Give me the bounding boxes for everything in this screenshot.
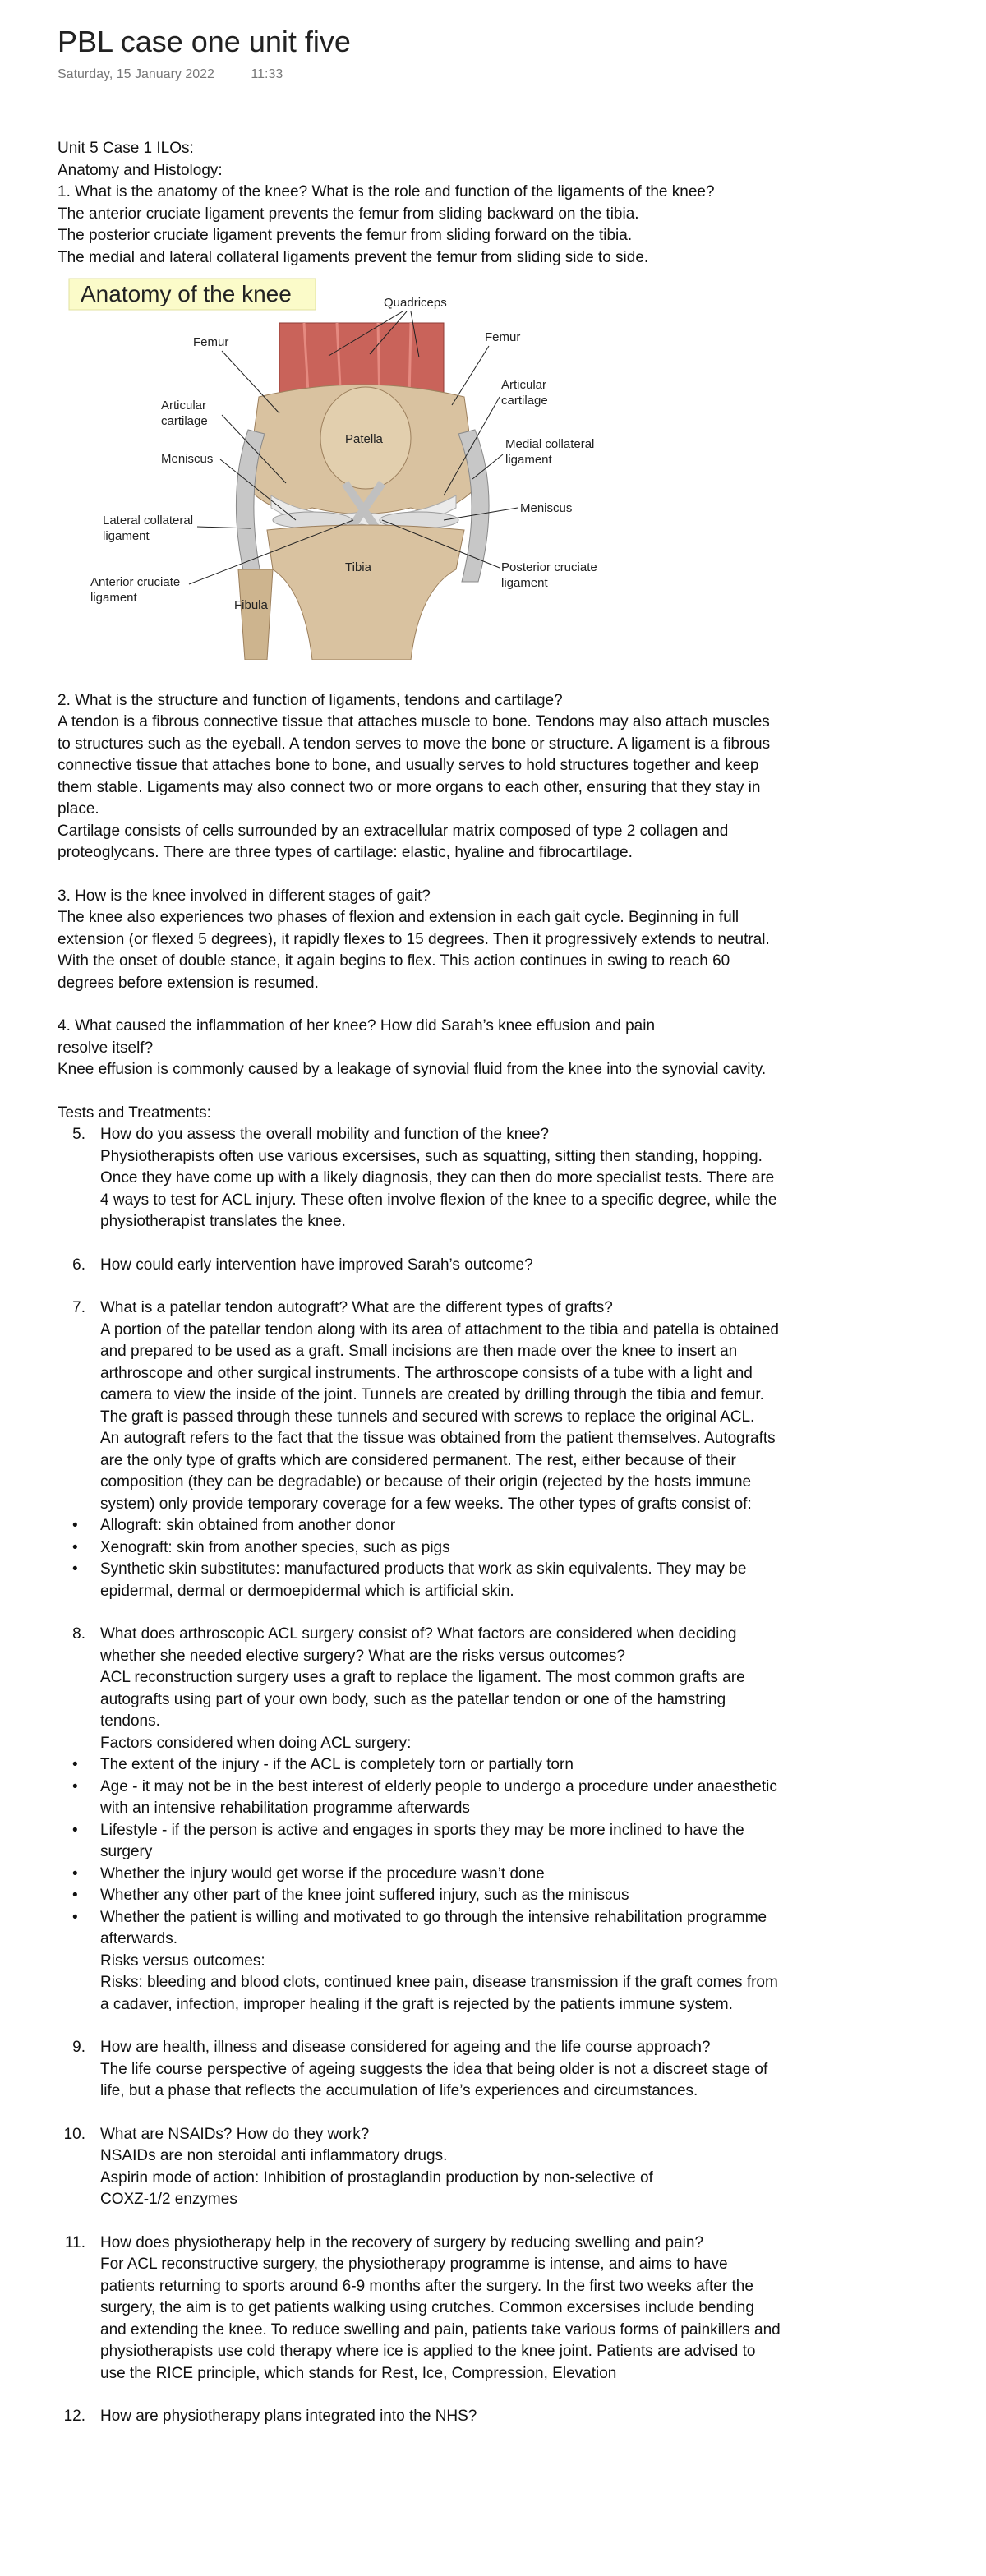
answer-7: A portion of the patellar tendon along with its area of attachment to the tibia and patella is obtained and prepared to be used as a graft. Small incisions are then made over the knee to insert an arthroscope and other surgical instruments. The arthroscope consists of a tube with a light and camera to view the inside of the joint. Tunnels are created by drilling through the tibia and femur. The graft is passed through these tunnels and secured with screws to replace the original ACL. — [100, 1320, 779, 1426]
label-meniscus-right: Meniscus — [520, 501, 573, 515]
graft-types-list — [58, 1515, 781, 1602]
list-item-q11: 11. How does physiotherapy help in the recovery of surgery by reducing swelling and pain? For ACL reconstructive surgery, the physiotherapy programme is intense, and aims to have patients returning to sports around 6-9 months after the surgery. In the first two weeks after the surgery, the aim is to get patients walking using crutches. Common excersises include bending and extending the knee. To reduce swelling and pain, patients take various forms of painkillers and physiotherapists use cold therapy where ice is applied to the knee joint. Patients are advised to use the RICE principle, which stands for Rest, Ice, Compression, Elevation — [58, 2233, 781, 2407]
label-anterior-cruciate-2: ligament — [90, 591, 137, 605]
label-lateral-collateral-1: Lateral collateral — [103, 514, 194, 528]
label-fibula: Fibula — [234, 598, 268, 612]
label-quadriceps: Quadriceps — [384, 296, 447, 310]
list-item: • Whether the injury would get worse if the procedure wasn’t done — [58, 1864, 781, 1886]
label-lateral-collateral-2: ligament — [103, 529, 150, 543]
list-item: • Lifestyle - if the person is active and engages in sports they may be more inclined to have the surgery — [58, 1820, 781, 1864]
question-3: 3. How is the knee involved in different stages of gait? — [58, 887, 431, 905]
answer-1-line-2: The posterior cruciate ligament prevents the femur from sliding forward on the tibia. — [58, 227, 633, 244]
list-item: • Age - it may not be in the best interest of elderly people to undergo a procedure under anaesthetic with an intensive rehabilitation programme afterwards — [58, 1776, 781, 1820]
answer-2: A tendon is a fibrous connective tissue that attaches muscle to bone. Tendons may also attach muscles to structures such as the eyeball. A tendon serves to move the bone or structure. A ligament is a fibrous connective tissue that attaches bone to bone, and usually serves to hold structures together and keep them stable. Ligaments may also connect two or more organs to each other, ensuring that they stay in place. — [58, 713, 771, 818]
label-meniscus-left: Meniscus — [161, 452, 214, 466]
list-item-q6: 6. How could early intervention have improved Sarah’s outcome? — [58, 1255, 781, 1298]
page-title: PBL case one unit five — [58, 25, 351, 58]
list-item: • Xenograft: skin from another species, such as pigs — [58, 1537, 781, 1560]
list-item: • Allograft: skin obtained from another donor — [58, 1515, 781, 1537]
risks-heading: Risks versus outcomes: — [100, 1952, 265, 1970]
question-1: 1. What is the anatomy of the knee? What is the role and function of the ligaments of the knee? — [58, 183, 715, 200]
list-item-q9: 9. How are health, illness and disease considered for ageing and the life course approach? The life course perspective of ageing suggests the idea that being older is not a discreet stage of life, but a phase that reflects the accumulation of life’s experiences and circumstances. — [58, 2037, 781, 2124]
factors-heading: Factors considered when doing ACL surgery: — [100, 1734, 412, 1752]
answer-1-line-1: The anterior cruciate ligament prevents the femur from sliding backward on the tibia. — [58, 205, 639, 223]
diagram-title: Anatomy of the knee — [81, 281, 292, 306]
answer-3: The knee also experiences two phases of flexion and extension in each gait cycle. Beginning in full extension (or flexed 5 degrees), it rapidly flexes to 15 degrees. Then it progressively extends to neutral. With the onset of double stance, it again begins to flex. This action continues in swing to reach 60 degrees before extension is resumed. — [58, 909, 770, 992]
label-posterior-cruciate-2: ligament — [501, 576, 548, 590]
answer-8: ACL reconstruction surgery uses a graft to replace the ligament. The most common grafts are autografts using part of your own body, such as the patellar tendon or one of the hamstring tendons. — [100, 1669, 745, 1730]
page-meta — [58, 67, 316, 82]
acl-factors-list — [58, 1754, 781, 1951]
answer-7-autograft: An autograft refers to the fact that the tissue was obtained from the patient themselves. Autografts are the only type of grafts which are considered permanent. The rest, either because of their composition (they can be degradable) or because of their origin (rejected by the hosts immune system) only provide temporary coverage for a few weeks. The other types of grafts consist of: — [100, 1430, 776, 1513]
label-patella: Patella — [345, 432, 383, 446]
label-anterior-cruciate-1: Anterior cruciate — [90, 575, 181, 589]
list-item-q5: 5. How do you assess the overall mobility and function of the knee? Physiotherapists often use various excersises, such as squatting, sitting then standing, hopping. Once they have come up with a likely diagnosis, they can then do more specialist tests. There are 4 ways to test for ACL injury. These often involve flexion of the knee to a specific degree, while the physiotherapist translates the knee. — [58, 1124, 781, 1255]
label-articular-left-2: cartilage — [161, 414, 208, 428]
tests-list — [58, 1124, 781, 1515]
label-tibia: Tibia — [345, 560, 371, 574]
question-4-line-1: 4. What caused the inflammation of her knee? How did Sarah’s knee effusion and pain — [58, 1017, 656, 1035]
answer-11: For ACL reconstructive surgery, the physiotherapy programme is intense, and aims to have patients returning to sports around 6-9 months after the surgery. In the first two weeks after the surgery, the aim is to get patients walking using crutches. Common excersises include bending and extending the knee. To reduce swelling and pain, patients take various forms of painkillers and physiotherapists use cold therapy where ice is applied to the knee joint. Patients are advised to use the RICE principle, which stands for Rest, Ice, Compression, Elevation — [100, 2256, 781, 2382]
list-item-q8-risks — [58, 1951, 781, 2038]
question-11: How does physiotherapy help in the recovery of surgery by reducing swelling and pain? — [100, 2233, 704, 2251]
question-9: How are health, illness and disease considered for ageing and the life course approach? — [100, 2039, 711, 2056]
ilo-subheading: Anatomy and Histology: — [58, 161, 223, 179]
knee-anatomy-diagram — [58, 274, 633, 660]
label-articular-right-2: cartilage — [501, 394, 548, 408]
tests-list-risks — [58, 1951, 781, 2428]
answer-2-cartilage: Cartilage consists of cells surrounded by an extracellular matrix composed of type 2 collagen and proteoglycans. There are three types of cartilage: elastic, hyaline and fibrocartilage. — [58, 822, 729, 861]
list-item-q10: 10. What are NSAIDs? How do they work? NSAIDs are non steroidal anti inflammatory drugs. Aspirin mode of action: Inhibition of prostaglandin production by non-selective of COXZ-1/2 enzymes — [58, 2124, 781, 2233]
answer-1-line-3: The medial and lateral collateral ligaments prevent the femur from sliding side to side. — [58, 248, 649, 266]
question-12: How are physiotherapy plans integrated into the NHS? — [100, 2408, 477, 2425]
answer-4: Knee effusion is commonly caused by a leakage of synovial fluid from the knee into the synovial cavity. — [58, 1061, 767, 1078]
answer-10-line-2: Aspirin mode of action: Inhibition of prostaglandin production by non-selective of — [100, 2168, 653, 2187]
label-femur-right: Femur — [485, 330, 521, 344]
list-item: • Whether the patient is willing and motivated to go through the intensive rehabilitation programme afterwards. — [58, 1907, 781, 1951]
answer-5: Physiotherapists often use various excersises, such as squatting, sitting then standing, hopping. Once they have come up with a likely diagnosis, they can then do more specialist tests. There are 4 ways to test for ACL injury. These often involve flexion of the knee to a specific degree, while the physiotherapist translates the knee. — [100, 1147, 777, 1230]
label-articular-right-1: Articular — [501, 378, 547, 392]
question-2: 2. What is the structure and function of ligaments, tendons and cartilage? — [58, 691, 563, 709]
label-posterior-cruciate-1: Posterior cruciate — [501, 560, 597, 574]
list-item-q12: 12. How are physiotherapy plans integrated into the NHS? — [58, 2406, 781, 2428]
list-item: • The extent of the injury - if the ACL is completely torn or partially torn — [58, 1754, 781, 1776]
question-10: What are NSAIDs? How do they work? — [100, 2125, 370, 2143]
question-7: What is a patellar tendon autograft? What are the different types of grafts? — [100, 1299, 613, 1316]
tests-heading: Tests and Treatments: — [58, 1104, 211, 1122]
list-item: • Whether any other part of the knee joint suffered injury, such as the miniscus — [58, 1885, 781, 1907]
question-5: How do you assess the overall mobility and function of the knee? — [100, 1126, 550, 1143]
tests-list-continued — [58, 1624, 781, 1754]
label-femur-left: Femur — [193, 335, 229, 349]
question-4-line-2: resolve itself? — [58, 1039, 154, 1057]
answer-9: The life course perspective of ageing suggests the idea that being older is not a discreet stage of life, but a phase that reflects the accumulation of life’s experiences and circumstances. — [100, 2060, 768, 2099]
label-medial-collateral-2: ligament — [505, 453, 552, 467]
answer-10-line-1: NSAIDs are non steroidal anti inflammatory drugs. — [100, 2147, 448, 2164]
question-6: How could early intervention have improved Sarah’s outcome? — [100, 1256, 533, 1274]
label-medial-collateral-1: Medial collateral — [505, 437, 595, 451]
question-8: What does arthroscopic ACL surgery consist of? What factors are considered when deciding whether she needed elective surgery? What are the risks versus outcomes? — [100, 1625, 737, 1665]
answer-10-line-3: COXZ-1/2 enzymes — [100, 2191, 237, 2208]
fibula-bone — [238, 569, 273, 660]
list-item-q7: 7. What is a patellar tendon autograft? What are the different types of grafts? A portion of the patellar tendon along with its area of attachment to the tibia and patella is obtained and prepared to be used as a graft. Small incisions are then made over the knee to insert an arthroscope and other surgical instruments. The arthroscope consists of a tube with a light and camera to view the inside of the joint. Tunnels are created by drilling through the tibia and femur. The graft is passed through these tunnels and secured with screws to replace the original ACL. An autograft refers to the fact that the tissue was obtained from the patient themselves. Autografts are the only type of grafts which are considered permanent. The rest, either because of their composition (they can be degradable) or because of their origin (rejected by the hosts immune system) only provide temporary coverage for a few weeks. The other types of grafts consist of: — [58, 1297, 781, 1515]
ilo-heading: Unit 5 Case 1 ILOs: — [58, 140, 194, 157]
list-item: • Synthetic skin substitutes: manufactured products that work as skin equivalents. They may be epidermal, dermal or dermoepidermal which is artificial skin. — [58, 1559, 781, 1602]
note-body — [58, 138, 781, 2428]
list-item-q8: 8. What does arthroscopic ACL surgery consist of? What factors are considered when deciding whether she needed elective surgery? What are the risks versus outcomes? ACL reconstruction surgery uses a graft to replace the ligament. The most common grafts are autografts using part of your own body, such as the patellar tendon or one of the hamstring tendons. Factors considered when doing ACL surgery: — [58, 1624, 781, 1754]
page-date: Saturday, 15 January 2022 — [58, 67, 214, 81]
risks-text: Risks: bleeding and blood clots, continued knee pain, disease transmission if the graft comes from a cadaver, infection, improper healing if the graft is rejected by the patients immune system. — [100, 1974, 778, 2013]
page-time: 11:33 — [251, 67, 283, 81]
label-articular-left-1: Articular — [161, 399, 207, 412]
